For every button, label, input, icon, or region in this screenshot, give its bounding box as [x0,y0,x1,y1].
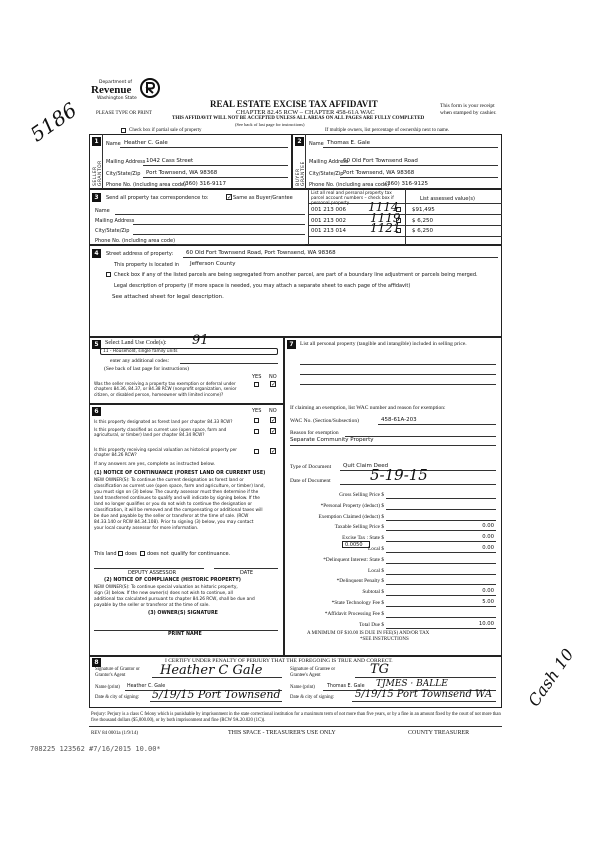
land-use-no: NO [269,374,277,380]
grantee-date-handwritten: 5/19/15 Port Townsend WA [355,689,493,700]
tax-row-value[interactable]: 0.00 [482,588,494,594]
grantor-name-label: Name (print) [95,685,120,690]
seller-mailing-label: Mailing Address [106,159,146,165]
buyer-phone-field[interactable]: (360) 316-9125 [385,181,429,187]
tax-row-value[interactable]: 0.00 [482,534,494,540]
this-land-label: This land [94,551,117,557]
buyer-city-label: City/State/Zip [309,171,344,177]
please-type: PLEASE TYPE OR PRINT [96,111,152,116]
margin-handwritten-number: 5186 [25,97,82,147]
forest-question: Is this property designated as forest land per chapter 84.33 RCW? [94,419,233,424]
section-1-number: 1 [92,137,101,146]
tax-name-label: Name [95,208,110,214]
notice1-line: be due and payable by the seller or transferor at the time of sale. (RCW [94,514,249,519]
parcel-handwritten: 1114 [368,200,399,214]
parcel-header: List all real and personal property tax parcel account numbers – check box if personal property [311,191,394,206]
segregated-checkbox[interactable] [106,272,111,277]
forest-no-checkbox[interactable]: ✓ [271,417,277,424]
historic-no-checkbox[interactable]: ✓ [271,448,277,455]
tax-row-label: Local $ [367,546,384,552]
same-as-buyer-checkbox[interactable]: ✓ [227,194,233,201]
seller-phone-label: Phone No. (including area code) [106,182,187,188]
historic-yes-checkbox[interactable] [254,449,259,454]
tax-row-label: *Personal Property (deduct) $ [320,503,384,509]
assessed-header: List assessed value(s) [420,196,475,202]
grantor-signature: Heather C Gale [160,663,263,678]
parcel-number[interactable]: 001 213 014 [311,228,346,234]
section6-yes: YES [252,408,262,414]
land-use-select-text: 11 - Household, single family units [103,349,178,354]
section6-no: NO [269,408,277,414]
owner-signature-label: (3) OWNER(S) SIGNATURE [148,611,218,616]
seller-name-field[interactable]: Heather C. Gale [124,140,168,146]
wac-label: WAC No. (Section/Subsection) [290,418,359,424]
seller-mailing-field[interactable]: 1042 Cass Street [146,158,194,164]
tax-row-value[interactable]: 0.00 [482,523,494,529]
notice1-line: land no longer qualifies or you do not wish to continue the designation or [94,502,253,507]
tax-row-label: *State Technology Fee $ [331,600,384,606]
exemption-no-checkbox[interactable]: ✓ [271,381,277,388]
personal-property-checkbox[interactable] [396,228,401,233]
buyer-name-field[interactable]: Thomas E. Gale [327,140,371,146]
buyer-side-label: BUYER GRANTEE [296,161,306,186]
dept-line2: Revenue [91,84,132,96]
tax-row-value[interactable]: 10.00 [478,621,494,627]
does-not-label: does not [147,551,169,557]
section-4-box [89,245,502,337]
seller-side-label: SELLER GRANTOR [93,160,103,186]
current-use-yes-checkbox[interactable] [254,429,259,434]
street-label: Street address of property: [106,251,174,257]
deputy-assessor-label: DEPUTY ASSESSOR [128,570,177,576]
section-5-number: 5 [92,340,101,349]
grantor-date-handwritten: 5/19/15 Port Townsend [152,688,281,701]
tax-row-label: *Delinquent Penalty $ [336,578,384,584]
notice1-line: NEW OWNER(S): To continue the current designation as forest land or [94,478,244,483]
treasurer-use: THIS SPACE - TREASURER'S USE ONLY [228,730,336,736]
reason-field[interactable]: Separate Community Property [290,437,374,443]
seller-city-field[interactable]: Port Townsend, WA 98368 [146,170,218,176]
seller-name-label: Name [106,141,121,147]
doc-type-label: Type of Document [290,464,332,470]
print-name-label: PRINT NAME [168,632,202,637]
tax-phone-label: Phone No. (including area code) [95,238,176,244]
grantee-date-label: Date & city of signing: [290,695,335,700]
does-not-checkbox[interactable] [140,551,145,556]
tax-row-label: *Delinquent Interest: State $ [323,557,384,563]
partial-sale-checkbox[interactable] [121,128,126,133]
seller-city-label: City/State/Zip [106,171,141,177]
doc-type-field[interactable]: Quit Claim Deed [343,463,389,469]
additional-codes: enter any additional codes: [110,358,170,364]
legal-label: Legal description of property (if more space is needed, you may attach a separate sheet to each page of the affidavit) [114,283,411,289]
land-use-see-back: (See back of last page for instructions) [104,366,189,372]
parcel-value[interactable]: $ 6,250 [412,218,433,224]
buyer-mailing-label: Mailing Address [309,159,349,165]
form-title: REAL ESTATE EXCISE TAX AFFIDAVIT [210,99,378,109]
buyer-mailing-field[interactable]: 60 Old Fort Townsend Road [343,158,418,164]
same-as-buyer-label: Same as Buyer/Grantee [233,195,293,201]
land-use-handwritten: 91 [192,333,209,348]
tax-mailing-label: Mailing Address [95,218,135,224]
grantee-name-field[interactable]: Thomas E. Gale [327,684,365,689]
doc-date-handwritten: 5-19-15 [370,466,428,484]
segregated-label: Check box if any of the listed parcels are being segregated from another parcel, are part of a boundary line adjustment or parcels being merged. [114,272,478,278]
tax-row-value[interactable]: 0.00 [482,545,494,551]
perjury-statement: Perjury: Perjury is a class C felony which is punishable by imprisonment in the state correctional institution for a maximum term of not more than five years, or by a fine in an amount fixed by the court of not more than five thousand dollars ($5,000.00), or by both imprisonment and fine (RCW 9A.20.020 (1C)). [91,712,501,723]
notice1-line: you must sign on (3) below. The county assessor must then determine if the [94,490,259,495]
multiple-owners-note: If multiple owners, list percentage of ownership next to name. [325,128,450,133]
does-checkbox[interactable] [118,551,123,556]
tax-row-label: Exemption Claimed (deduct) $ [318,514,384,520]
revenue-r-icon [140,78,160,98]
buyer-phone-label: Phone No. (including area code) [309,182,390,188]
grantor-signature-label: Signature of Grantor or Grantor's Agent [95,667,140,678]
receipt-note2: when stamped by cashier. [440,110,497,116]
section-8-number: 8 [92,658,101,667]
parcel-number[interactable]: 001 213 002 [311,218,346,224]
reason-label: Reason for exemption [290,430,339,436]
grantor-name-field[interactable]: Heather C. Gale [127,684,166,689]
cash-handwritten: Cash 10 [524,645,578,710]
parcel-value[interactable]: $ 6,250 [412,228,433,234]
form-subtitle: CHAPTER 82.45 RCW – CHAPTER 458-61A WAC [236,109,375,116]
forest-yes-checkbox[interactable] [254,418,259,423]
historic-question: Is this property receiving special valuation as historical property per chapter 84.26 RCW? [94,447,237,458]
notice1-line: 84.33.140 or RCW 84.34.108). Prior to signing (3) below, you may contact [94,520,254,525]
form-warning: THIS AFFIDAVIT WILL NOT BE ACCEPTED UNLESS ALL AREAS ON ALL PAGES ARE FULLY COMPLETED [172,116,425,121]
tax-row-label: Local $ [367,568,384,574]
qualify-label: qualify for continuance. [171,551,231,557]
land-use-yes: YES [252,374,262,380]
parcel-handwritten: 1121 [370,221,401,235]
county-treasurer: COUNTY TREASURER [408,730,470,736]
parcel-handwritten: 1119 [370,211,401,225]
tax-row-value[interactable]: 5.00 [482,599,494,605]
section-2-number: 2 [295,137,304,146]
current-use-no-checkbox[interactable]: ✓ [271,428,277,435]
tax-city-label: City/State/Zip [95,228,130,234]
legal-description[interactable]: See attached sheet for legal description. [112,294,224,300]
doc-date-label: Date of Document [290,478,331,484]
tax-correspondence-label: Send all property tax correspondence to: [106,195,209,201]
dept-line1: Department of [99,80,132,85]
tax-row-label: Gross Selling Price $ [339,492,384,498]
parcel-value[interactable]: $91,495 [412,207,435,213]
tax-row-label: *Affidavit Processing Fee $ [324,611,384,617]
wac-field[interactable]: 458-61A-203 [381,417,417,423]
notice2-line: sign (3) below. If the new owner(s) does not wish to continue, all [94,591,233,596]
section-7-number: 7 [287,340,296,349]
see-instructions: *SEE INSTRUCTIONS [360,637,409,642]
grantee-signature-label: Signature of Grantee or Grantee's Agent [290,667,336,678]
notice1-line: your local county assessor for more information. [94,526,199,531]
grantor-date-label: Date & city of signing: [95,695,140,700]
parcel-number[interactable]: 001 213 006 [311,207,346,213]
exemption-question: Was the seller receiving a property tax exemption or deferral under chapters 84.36, 84.37, or 84.38 RCW (nonprofit organization, senior citizen, or disabled person, homeowner with limited income)? [94,381,237,397]
buyer-city-field[interactable]: Port Townsend, WA 98368 [343,170,415,176]
notice2-line: additional tax calculated pursuant to chapter 84.26 RCW, shall be due and [94,597,255,602]
tax-row-label: Subtotal $ [362,589,384,595]
seller-phone-field[interactable]: (360) 316-9117 [183,181,227,187]
street-field[interactable]: 60 Old Fort Townsend Road, Port Townsend, WA 98368 [186,250,336,256]
notice2-title: (2) NOTICE OF COMPLIANCE (HISTORIC PROPERTY) [104,578,241,583]
tax-row-label: Total Due $ [359,622,384,628]
grantee-name-handwritten: TJMES · BALLE [376,679,448,689]
cashier-stamp: 708225 123562 #7/16/2015 10.00* [30,745,161,753]
section-3-number: 3 [92,193,101,202]
grantee-name-label: Name (print) [290,685,315,690]
minimum-note: A MINIMUM OF $10.00 IS DUE IN FEE(S) AND/OR TAX [307,631,430,636]
notice2-line: payable by the seller or transferor at the time of sale. [94,603,210,608]
notice1-title: (1) NOTICE OF CONTINUANCE (FOREST LAND OR CURRENT USE) [94,471,266,476]
located-label: This property is located in [114,262,180,268]
rev-number: REV 84 0001a (1/9/14) [91,731,138,736]
revenue-logo [85,78,165,108]
certify-statement: I CERTIFY UNDER PENALTY OF PERJURY THAT THE FOREGOING IS TRUE AND CORRECT. [165,658,393,664]
section-6-number: 6 [92,407,101,416]
county-field[interactable]: Jefferson County [190,261,236,267]
does-label: does [125,551,137,557]
dept-line3: Washington State [97,96,137,101]
if-yes-note: If any answers are yes, complete as instructed below. [94,462,215,467]
rate-field: 0.0050 [345,542,363,548]
notice1-line: land transferred continues to qualify and will indicate by signing below. If the [94,496,260,501]
partial-sale-label: Check box if partial sale of property [129,128,202,133]
grantee-signature: TG [370,662,390,677]
notice1-line: classification, it will be removed and the compensating or additional taxes will [94,508,263,513]
deputy-date-label: DATE [240,570,254,576]
tax-row-label: Excise Tax : State $ [342,535,384,541]
receipt-note1: This form is your receipt [440,103,495,109]
notice2-line: NEW OWNER(S): To continue special valuation as historic property, [94,585,238,590]
current-use-question: Is this property classified as current use (open space, farm and agricultural, or timber) land per chapter 84.34 RCW? [94,427,227,438]
tax-row-label: Taxable Selling Price $ [334,524,384,530]
notice1-line: classification as current use (open space, farm and agriculture, or timber) land, [94,484,265,489]
section-4-number: 4 [92,249,101,258]
exemption-label: If claiming an exemption, list WAC number and reason for exemption: [290,405,446,411]
land-use-label: Select Land Use Code(s): [105,340,167,346]
personal-property-label: List all personal property (tangible and intangible) included in selling price. [300,341,467,347]
buyer-name-label: Name [309,141,324,147]
see-back: (See back of last page for instructions) [235,122,305,127]
exemption-yes-checkbox[interactable] [254,382,259,387]
